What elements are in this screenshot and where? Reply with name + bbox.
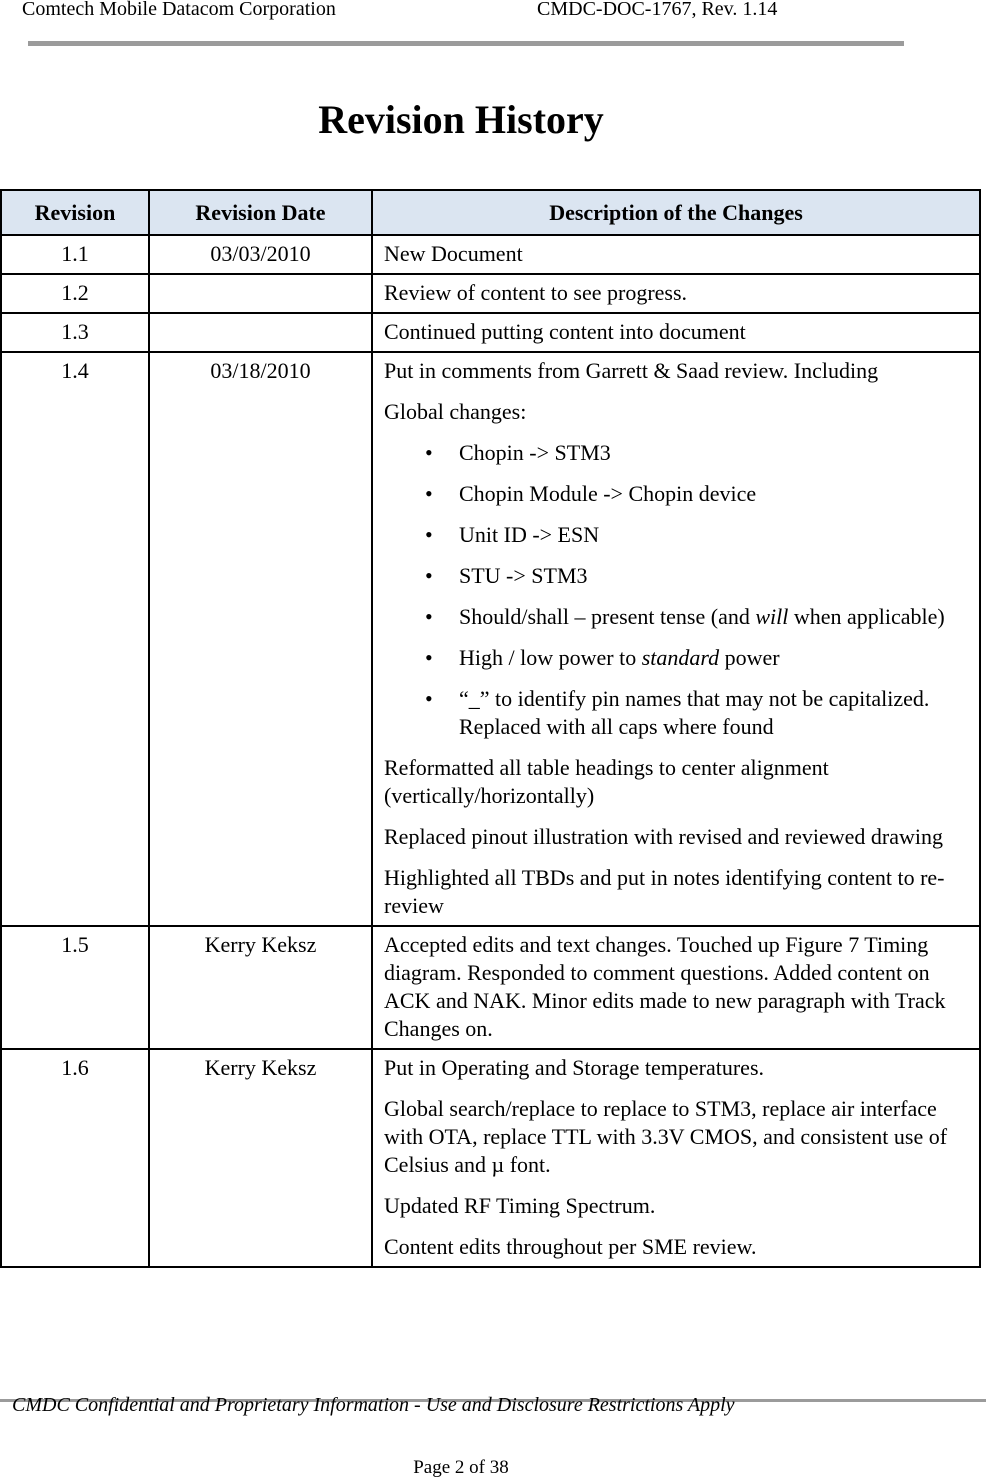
revision-date: 03/18/2010 [210, 358, 311, 383]
description-paragraph: Reformatted all table headings to center alignment (vertically/horizontally) [384, 755, 829, 808]
revision-description [373, 1050, 979, 1266]
company-name: Comtech Mobile Datacom Corporation [22, 0, 336, 20]
description-paragraph: Updated RF Timing Spectrum. [384, 1193, 656, 1218]
bullet-icon: • [425, 604, 433, 629]
bullet-icon: • [425, 440, 433, 465]
page-header [0, 0, 986, 24]
column-header-revision: Revision [1, 190, 149, 235]
revision-number: 1.2 [61, 280, 89, 305]
table-row [1, 235, 980, 274]
table-row [1, 274, 980, 313]
revision-date: 03/03/2010 [210, 241, 311, 266]
list-item: • Chopin Module -> Chopin device [425, 481, 757, 506]
revision-description: Continued putting content into document [384, 319, 746, 344]
global-changes-list [384, 439, 971, 741]
description-paragraph: Put in Operating and Storage temperatures. [384, 1055, 765, 1080]
list-item: • Unit ID -> ESN [425, 522, 600, 547]
table-row [1, 313, 980, 352]
bullet-icon: • [425, 686, 433, 711]
revision-date [150, 314, 371, 318]
confidentiality-notice: CMDC Confidential and Proprietary Information - Use and Disclosure Restrictions Apply [12, 1394, 735, 1416]
table-row [1, 1049, 980, 1267]
revision-author: Kerry Keksz [204, 1055, 317, 1080]
list-item: • Should/shall – present tense (and will when applicable) [425, 604, 945, 629]
revision-description: Accepted edits and text changes. Touched up Figure 7 Timing diagram. Responded to comment questions. Added content on ACK and NAK. Minor edits made to new paragraph with Track Changes on. [384, 932, 946, 1041]
description-paragraph: Global search/replace to replace to STM3, replace air interface with OTA, replace TTL with 3.3V CMOS, and consistent use of Celsius and µ font. [384, 1096, 948, 1177]
bullet-icon: • [425, 481, 433, 506]
revision-table [0, 189, 981, 1268]
column-header-description: Description of the Changes [372, 190, 980, 235]
revision-author: Kerry Keksz [204, 932, 317, 957]
table-header-row [1, 190, 980, 235]
page-number: Page 2 of 38 [413, 1457, 509, 1478]
document-id: CMDC-DOC-1767, Rev. 1.14 [537, 0, 778, 20]
revision-description: Review of content to see progress. [384, 280, 688, 305]
revision-number: 1.6 [61, 1055, 89, 1080]
description-intro: Put in comments from Garrett & Saad review. Including [384, 358, 879, 383]
page-title: Revision History [318, 97, 604, 142]
revision-number: 1.1 [61, 241, 89, 266]
list-item: • “_” to identify pin names that may not be capitalized. Replaced with all caps where found [425, 686, 930, 739]
revision-number: 1.4 [61, 358, 89, 383]
revision-description: New Document [384, 241, 523, 266]
table-row [1, 352, 980, 926]
global-changes-label: Global changes: [384, 399, 527, 424]
bullet-icon: • [425, 563, 433, 588]
list-item: • High / low power to standard power [425, 645, 780, 670]
description-paragraph: Content edits throughout per SME review. [384, 1234, 757, 1259]
list-item: • STU -> STM3 [425, 563, 588, 588]
description-paragraph: Replaced pinout illustration with revised and reviewed drawing [384, 824, 944, 849]
table-row [1, 926, 980, 1049]
description-paragraph: Highlighted all TBDs and put in notes identifying content to re-review [384, 865, 945, 918]
list-item: • Chopin -> STM3 [425, 440, 611, 465]
revision-number: 1.5 [61, 932, 89, 957]
column-header-revision-date: Revision Date [149, 190, 372, 235]
bullet-icon: • [425, 522, 433, 547]
header-divider [28, 41, 904, 46]
bullet-icon: • [425, 645, 433, 670]
revision-description [373, 353, 979, 925]
revision-date [150, 275, 371, 279]
revision-number: 1.3 [61, 319, 89, 344]
